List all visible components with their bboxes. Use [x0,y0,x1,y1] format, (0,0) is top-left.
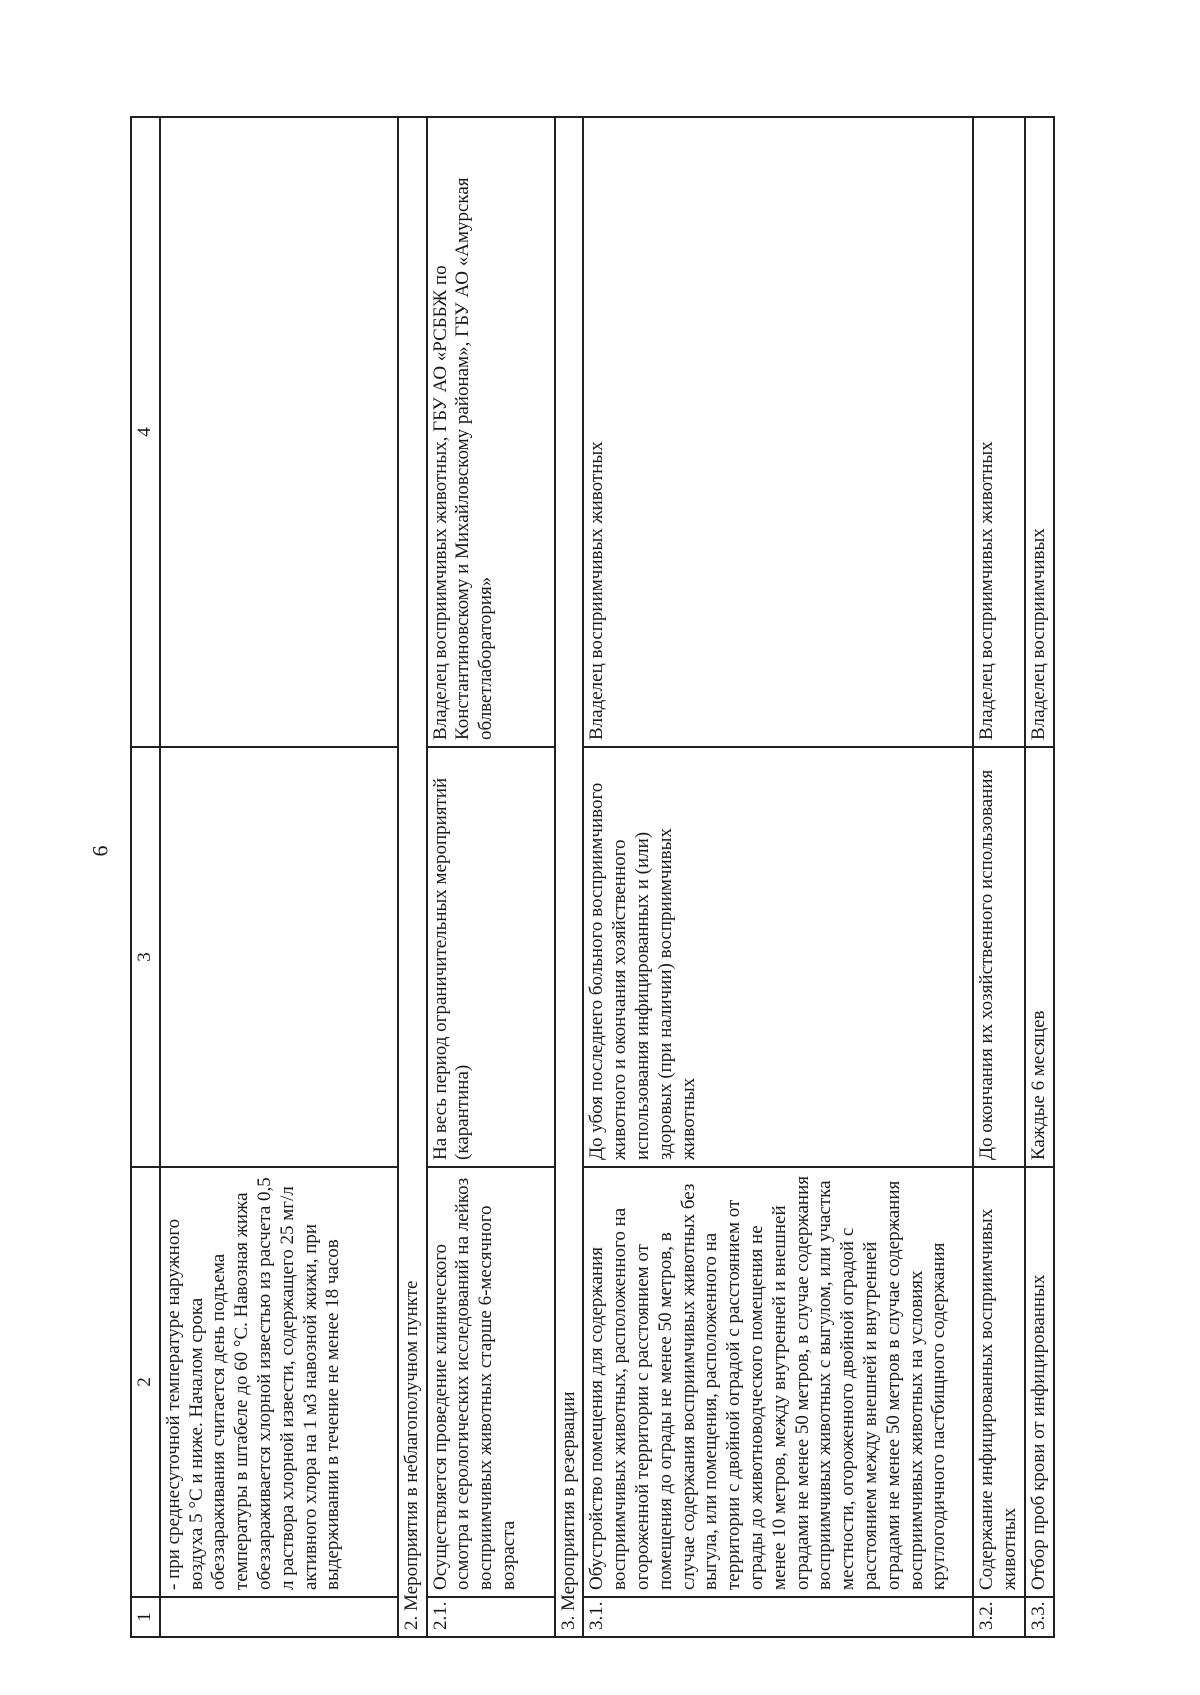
section-title: 3. Мероприятия в резервации [555,117,584,1637]
table-row [583,117,973,1637]
section-row [398,117,427,1637]
header-col-4: 4 [131,117,160,747]
row-term: На весь период ограничительных мероприятий (карантина) [427,747,555,1167]
row-responsible: Владелец восприимчивых животных, ГБУ АО «РСББЖ по Константиновскому и Михайловскому районам», ГБУ АО «Амурская облветлаборатория» [427,117,555,747]
row-action: - при среднесуточной температуре наружного воздуха 5 °С и ниже. Началом срока обеззараживания считается день подъема температуры в штабеле до 60 °С. Навозная жижа обеззараживается хлорной известью из расчета 0,5 л раствора хлорной извести, содержащего 25 мг/л активного хлора на 1 м3 навозной жижи, при выдерживании в течение не менее 18 часов [160,1167,398,1597]
row-action: Содержание инфицированных восприимчивых животных [973,1167,1025,1597]
row-responsible [160,117,398,747]
table-row [427,117,555,1637]
row-term [160,747,398,1167]
row-responsible: Владелец восприимчивых животных [973,117,1025,747]
row-number: 3.3. [1025,1597,1054,1637]
row-number [160,1597,398,1637]
page-number: 6 [87,845,113,857]
table-row [973,117,1025,1637]
section-title: 2. Мероприятия в неблагополучном пункте [398,117,427,1637]
table-row [1025,117,1054,1637]
row-responsible: Владелец восприимчивых [1025,117,1054,747]
row-action: Обустройство помещения для содержания восприимчивых животных, расположенного на огороженной территории с расстоянием от помещения до ограды не менее 50 метров, в случае содержания восприимчивых животных без выгула, или помещения, расположенного на территории с двойной оградой с расстоянием от ограды до животноводческого помещения не менее 10 метров, между внутренней и внешней оградами не менее 50 метров, в случае содержания восприимчивых животных с выгулом, или участка местности, огороженного двойной оградой с расстоянием между внешней и внутренней оградами не менее 50 метров в случае содержания восприимчивых животных на условиях круглогодичного пастбищного содержания [583,1167,973,1597]
row-action: Отбор проб крови от инфицированных [1025,1167,1054,1597]
row-action: Осуществляется проведение клинического осмотра и серологических исследований на лейкоз восприимчивых животных старше 6-месячного возраста [427,1167,555,1597]
row-term: До убоя последнего больного восприимчивого животного и окончания хозяйственного использования инфицированных и (или) здоровых (при наличии) восприимчивых животных [583,747,973,1167]
table-row [160,117,398,1637]
row-term: Каждые 6 месяцев [1025,747,1054,1167]
row-number: 3.1. [583,1597,973,1637]
header-col-2: 2 [131,1167,160,1597]
table-header-row [131,117,160,1637]
measures-table [130,116,1055,1638]
section-row [555,117,584,1637]
row-number: 3.2. [973,1597,1025,1637]
rotated-table-container [130,118,1055,1638]
header-col-3: 3 [131,747,160,1167]
row-responsible: Владелец восприимчивых животных [583,117,973,747]
row-number: 2.1. [427,1597,555,1637]
header-col-1: 1 [131,1597,160,1637]
row-term: До окончания их хозяйственного использования [973,747,1025,1167]
